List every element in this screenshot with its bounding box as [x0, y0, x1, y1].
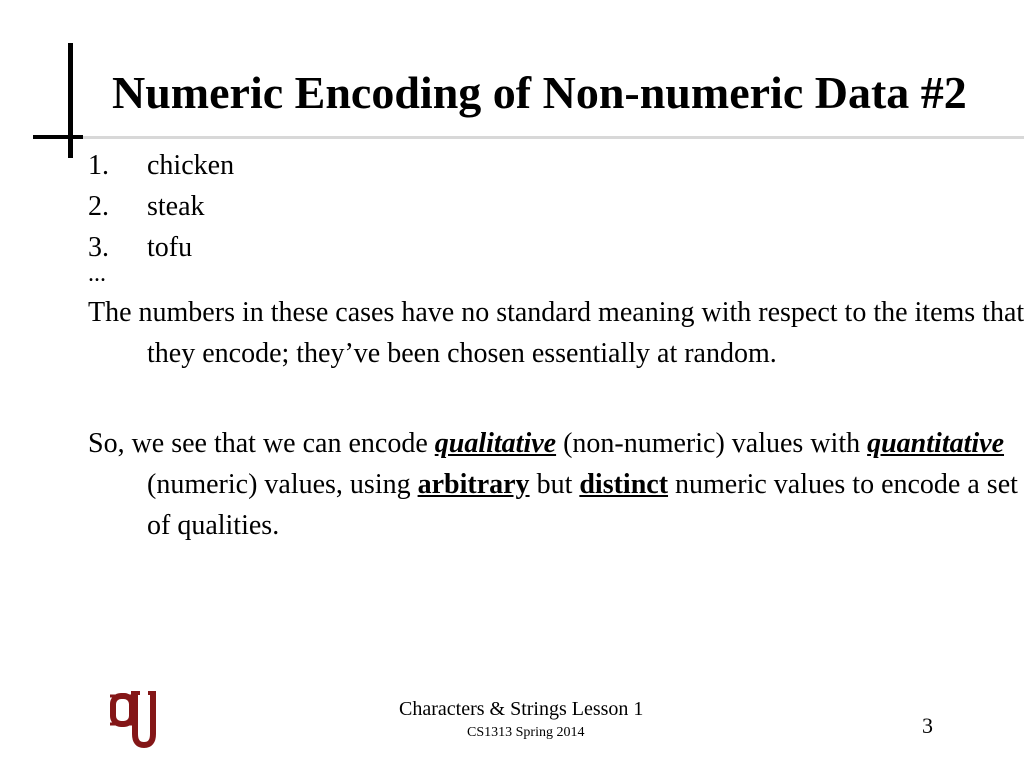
text-run: (non-numeric) values with: [556, 428, 868, 459]
text-run: (numeric) values, using: [147, 469, 418, 500]
paragraph-encoding-summary: [88, 423, 1024, 546]
list-item-label: chicken: [147, 150, 235, 181]
decor-vertical-line: [68, 43, 73, 158]
term-quantitative: quantitative: [867, 428, 1005, 459]
list-item-number: 1.: [88, 150, 109, 181]
title-divider: [83, 136, 1024, 139]
list-item: [88, 145, 234, 186]
footer-course-title: Characters & Strings Lesson 1: [399, 698, 644, 720]
list-item-label: tofu: [147, 232, 193, 263]
list-item-label: steak: [147, 191, 205, 222]
list-item-number: 3.: [88, 232, 109, 263]
term-arbitrary: arbitrary: [417, 469, 530, 500]
list-item: [88, 186, 234, 227]
list-item-number: 2.: [88, 191, 109, 222]
decor-horizontal-line: [33, 135, 83, 139]
food-list: [88, 145, 234, 268]
text-run: numeric values to encode a set of qualities.: [147, 469, 1018, 541]
ou-logo-icon: [110, 690, 156, 750]
list-ellipsis: ...: [88, 261, 106, 287]
term-qualitative: qualitative: [434, 428, 557, 459]
text-run: but: [529, 469, 580, 500]
term-distinct: distinct: [579, 469, 669, 500]
footer-course-term: CS1313 Spring 2014: [467, 725, 585, 740]
paragraph-random-numbers: The numbers in these cases have no standard meaning with respect to the items that they encode; they’ve been chosen essentially at random.: [88, 297, 1024, 369]
text-run: So, we see that we can encode: [88, 428, 435, 459]
list-item: [88, 227, 234, 268]
slide-title: Numeric Encoding of Non-numeric Data #2: [112, 67, 967, 118]
page-number: 3: [922, 713, 933, 738]
